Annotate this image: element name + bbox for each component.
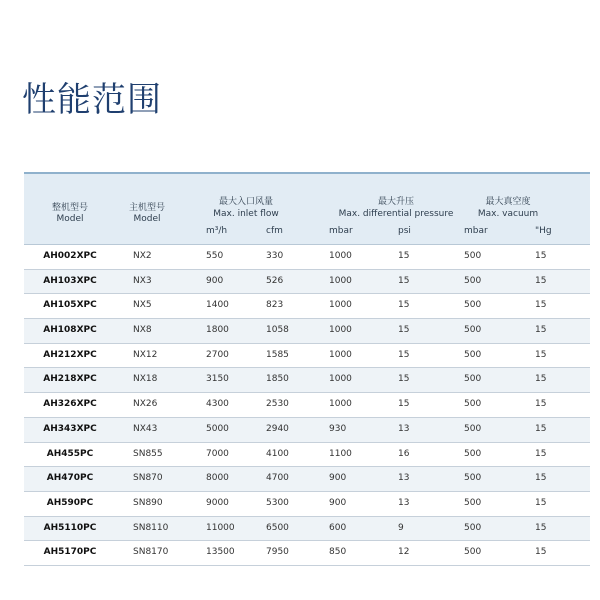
page-title: 性能范围 bbox=[22, 80, 162, 120]
cell-pressure-mbar: 850 bbox=[329, 547, 347, 558]
cell-pressure-mbar: 600 bbox=[329, 522, 347, 533]
cell-model: AH470PC bbox=[46, 473, 94, 484]
header-pressure-unit-psi: psi bbox=[398, 226, 411, 236]
cell-model: AH103XPC bbox=[43, 275, 97, 286]
cell-pressure-psi: 12 bbox=[398, 547, 410, 558]
header-main-model-en: Model bbox=[133, 214, 161, 224]
cell-flow-m3h: 4300 bbox=[206, 399, 229, 410]
cell-vacuum-mbar: 500 bbox=[464, 300, 482, 311]
cell-main-model: NX5 bbox=[133, 300, 152, 311]
header-vacuum-unit-hg: "Hg bbox=[535, 226, 552, 236]
cell-vacuum-hg: 15 bbox=[535, 497, 547, 508]
cell-flow-m3h: 2700 bbox=[206, 349, 229, 360]
cell-vacuum-mbar: 500 bbox=[464, 497, 482, 508]
header-flow-en: Max. inlet flow bbox=[213, 209, 279, 219]
cell-pressure-psi: 15 bbox=[398, 399, 410, 410]
cell-flow-cfm: 330 bbox=[266, 251, 284, 261]
cell-vacuum-hg: 15 bbox=[535, 325, 547, 336]
cell-main-model: SN855 bbox=[133, 448, 163, 459]
cell-main-model: SN8110 bbox=[133, 522, 169, 533]
cell-vacuum-mbar: 500 bbox=[464, 275, 482, 286]
cell-vacuum-mbar: 500 bbox=[464, 349, 482, 360]
table-row bbox=[24, 418, 590, 443]
cell-pressure-psi: 15 bbox=[398, 374, 410, 385]
header-model-en: Model bbox=[56, 214, 84, 224]
cell-flow-cfm: 2940 bbox=[266, 423, 289, 434]
cell-main-model: NX12 bbox=[133, 349, 158, 360]
cell-vacuum-mbar: 500 bbox=[464, 399, 482, 410]
cell-vacuum-hg: 15 bbox=[535, 374, 547, 385]
header-pressure-cn: 最大升压 bbox=[377, 197, 415, 207]
cell-pressure-mbar: 1000 bbox=[329, 300, 352, 311]
header-model-cn: 整机型号 bbox=[51, 203, 89, 213]
cell-model: AH212XPC bbox=[43, 349, 97, 360]
header-flow-cn: 最大入口风量 bbox=[218, 197, 274, 207]
cell-vacuum-hg: 15 bbox=[535, 275, 547, 286]
cell-vacuum-mbar: 500 bbox=[464, 325, 482, 336]
table-row bbox=[24, 344, 590, 369]
cell-flow-m3h: 11000 bbox=[206, 522, 235, 533]
table-row bbox=[24, 541, 590, 566]
cell-main-model: SN8170 bbox=[133, 547, 169, 558]
cell-model: AH343XPC bbox=[43, 423, 97, 434]
header-main-model-cn: 主机型号 bbox=[128, 203, 166, 213]
cell-pressure-psi: 9 bbox=[398, 522, 404, 533]
cell-flow-m3h: 900 bbox=[206, 275, 224, 286]
cell-pressure-mbar: 1000 bbox=[329, 251, 352, 261]
table-row bbox=[24, 393, 590, 418]
cell-flow-m3h: 13500 bbox=[206, 547, 235, 558]
cell-flow-cfm: 7950 bbox=[266, 547, 289, 558]
cell-flow-m3h: 550 bbox=[206, 251, 224, 261]
table-body bbox=[24, 245, 590, 566]
cell-vacuum-mbar: 500 bbox=[464, 522, 482, 533]
header-vacuum-en: Max. vacuum bbox=[477, 209, 539, 219]
cell-vacuum-hg: 15 bbox=[535, 399, 547, 410]
cell-main-model: SN870 bbox=[133, 473, 163, 484]
table-row bbox=[24, 517, 590, 542]
cell-flow-cfm: 1585 bbox=[266, 349, 289, 360]
cell-flow-m3h: 1400 bbox=[206, 300, 229, 311]
cell-flow-cfm: 5300 bbox=[266, 497, 289, 508]
header-vacuum-cn: 最大真空度 bbox=[485, 197, 531, 207]
cell-pressure-mbar: 900 bbox=[329, 497, 347, 508]
cell-main-model: NX2 bbox=[133, 251, 152, 261]
header-flow-unit-cfm: cfm bbox=[266, 226, 283, 236]
table-row bbox=[24, 319, 590, 344]
cell-pressure-psi: 13 bbox=[398, 473, 410, 484]
table-row bbox=[24, 368, 590, 393]
cell-model: AH108XPC bbox=[43, 325, 97, 336]
cell-flow-m3h: 8000 bbox=[206, 473, 229, 484]
table-row bbox=[24, 467, 590, 492]
cell-main-model: NX3 bbox=[133, 275, 152, 286]
table-row bbox=[24, 294, 590, 319]
cell-flow-m3h: 1800 bbox=[206, 325, 229, 336]
cell-pressure-psi: 15 bbox=[398, 325, 410, 336]
cell-pressure-mbar: 1000 bbox=[329, 374, 352, 385]
cell-pressure-mbar: 1100 bbox=[329, 448, 352, 459]
cell-main-model: SN890 bbox=[133, 497, 163, 508]
cell-pressure-psi: 15 bbox=[398, 275, 410, 286]
table-row bbox=[24, 270, 590, 295]
cell-pressure-psi: 13 bbox=[398, 423, 410, 434]
cell-model: AH455PC bbox=[46, 448, 94, 459]
cell-pressure-psi: 15 bbox=[398, 251, 410, 261]
cell-main-model: NX26 bbox=[133, 399, 158, 410]
cell-model: AH105XPC bbox=[43, 300, 97, 311]
cell-flow-m3h: 9000 bbox=[206, 497, 229, 508]
cell-model: AH590PC bbox=[46, 497, 94, 508]
cell-pressure-psi: 15 bbox=[398, 349, 410, 360]
performance-table bbox=[24, 172, 590, 566]
cell-vacuum-hg: 15 bbox=[535, 448, 547, 459]
cell-flow-cfm: 1058 bbox=[266, 325, 289, 336]
cell-vacuum-mbar: 500 bbox=[464, 423, 482, 434]
cell-vacuum-hg: 15 bbox=[535, 300, 547, 311]
cell-main-model: NX18 bbox=[133, 374, 158, 385]
cell-pressure-mbar: 930 bbox=[329, 423, 347, 434]
table-row bbox=[24, 443, 590, 468]
cell-vacuum-hg: 15 bbox=[535, 349, 547, 360]
cell-vacuum-mbar: 500 bbox=[464, 547, 482, 558]
cell-flow-m3h: 3150 bbox=[206, 374, 229, 385]
cell-model: AH326XPC bbox=[43, 399, 97, 410]
cell-main-model: NX43 bbox=[133, 423, 158, 434]
cell-flow-cfm: 6500 bbox=[266, 522, 289, 533]
table-header bbox=[24, 174, 590, 245]
cell-vacuum-mbar: 500 bbox=[464, 473, 482, 484]
table-row bbox=[24, 492, 590, 517]
cell-pressure-mbar: 900 bbox=[329, 473, 347, 484]
header-pressure-unit-mbar: mbar bbox=[329, 226, 353, 236]
cell-vacuum-hg: 15 bbox=[535, 547, 547, 558]
table-row bbox=[24, 245, 590, 270]
cell-pressure-psi: 15 bbox=[398, 300, 410, 311]
cell-vacuum-hg: 15 bbox=[535, 251, 547, 261]
cell-flow-cfm: 823 bbox=[266, 300, 284, 311]
cell-flow-cfm: 4100 bbox=[266, 448, 289, 459]
cell-flow-cfm: 2530 bbox=[266, 399, 289, 410]
cell-model: AH218XPC bbox=[43, 374, 97, 385]
cell-pressure-mbar: 1000 bbox=[329, 399, 352, 410]
cell-vacuum-hg: 15 bbox=[535, 522, 547, 533]
cell-model: AH002XPC bbox=[43, 251, 97, 261]
cell-flow-cfm: 1850 bbox=[266, 374, 289, 385]
cell-flow-cfm: 526 bbox=[266, 275, 284, 286]
cell-pressure-mbar: 1000 bbox=[329, 349, 352, 360]
cell-vacuum-hg: 15 bbox=[535, 473, 547, 484]
cell-vacuum-hg: 15 bbox=[535, 423, 547, 434]
cell-model: AH5110PC bbox=[43, 522, 97, 533]
cell-flow-cfm: 4700 bbox=[266, 473, 289, 484]
header-vacuum-unit-mbar: mbar bbox=[464, 226, 488, 236]
header-pressure-en: Max. differential pressure bbox=[338, 209, 454, 219]
cell-pressure-mbar: 1000 bbox=[329, 275, 352, 286]
cell-pressure-psi: 13 bbox=[398, 497, 410, 508]
cell-flow-m3h: 7000 bbox=[206, 448, 229, 459]
cell-pressure-psi: 16 bbox=[398, 448, 410, 459]
cell-vacuum-mbar: 500 bbox=[464, 374, 482, 385]
cell-main-model: NX8 bbox=[133, 325, 152, 336]
cell-vacuum-mbar: 500 bbox=[464, 251, 482, 261]
cell-pressure-mbar: 1000 bbox=[329, 325, 352, 336]
header-flow-unit-m3h: m³/h bbox=[206, 226, 228, 236]
cell-vacuum-mbar: 500 bbox=[464, 448, 482, 459]
cell-flow-m3h: 5000 bbox=[206, 423, 229, 434]
cell-model: AH5170PC bbox=[43, 547, 97, 558]
